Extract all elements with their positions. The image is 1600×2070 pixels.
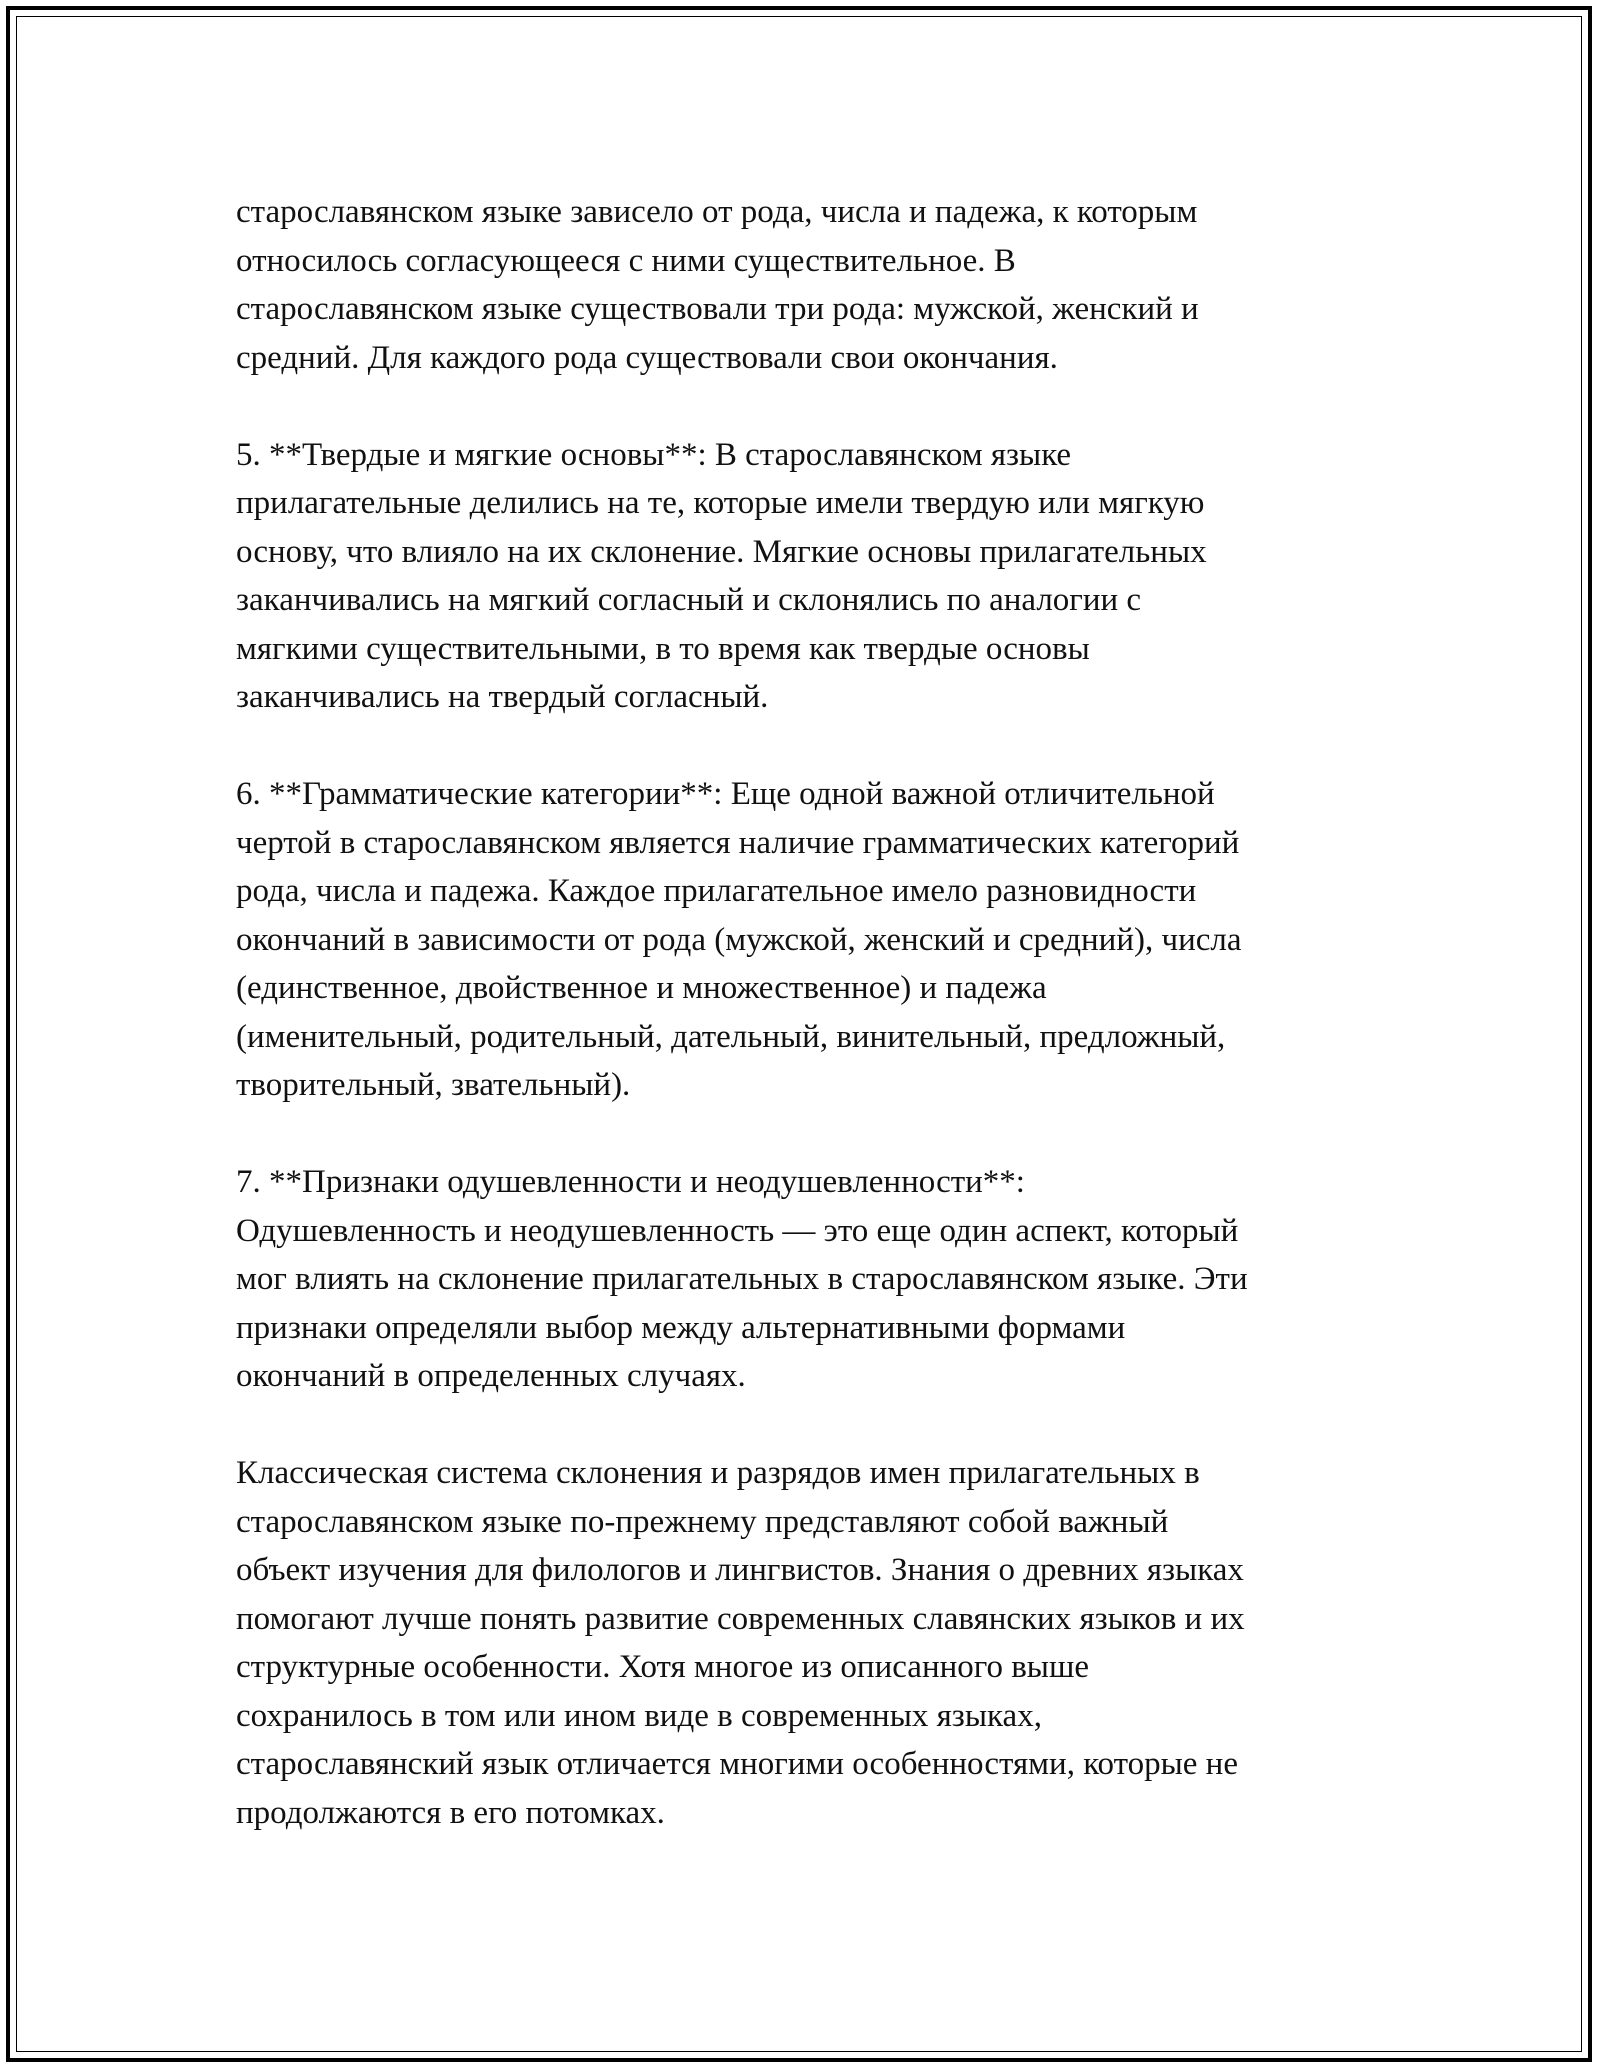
- text-line: старославянском языке зависело от рода, числа и падежа, к которым: [236, 194, 1198, 230]
- text-line: Одушевленность и неодушевленность — это еще один аспект, который: [236, 1212, 1239, 1249]
- text-line: старославянском языке существовали три рода: мужской, женский и: [236, 291, 1199, 327]
- text-line: (единственное, двойственное и множественное) и падежа: [236, 970, 1047, 1006]
- paragraph-animacy: [236, 1158, 1376, 1401]
- document-body: [236, 188, 1376, 1837]
- text-line: прилагательные делились на те, которые имели твердую или мягкую: [236, 485, 1205, 521]
- text-line: 7. **Признаки одушевленности и неодушевленности**:: [236, 1164, 1025, 1200]
- text-line: мог влиять на склонение прилагательных в старославянском языке. Эти: [236, 1261, 1248, 1297]
- text-line: признаки определяли выбор между альтернативными формами: [236, 1309, 1126, 1346]
- text-line: объект изучения для филологов и лингвистов. Знания о древних языках: [236, 1552, 1244, 1588]
- paragraph-hard-soft-stems: [236, 431, 1376, 722]
- text-line: мягкими существительными, в то время как твердые основы: [236, 630, 1090, 667]
- text-line: старославянский язык отличается многими особенностями, которые не: [236, 1746, 1238, 1782]
- text-line: структурные особенности. Хотя многое из описанного выше: [236, 1649, 1090, 1685]
- paragraph-conclusion: [236, 1449, 1376, 1837]
- text-line: рода, числа и падежа. Каждое прилагательное имело разновидности: [236, 873, 1197, 909]
- text-line: окончаний в определенных случаях.: [236, 1358, 746, 1394]
- paragraph-gender-agreement: [236, 188, 1376, 382]
- text-line: 6. **Грамматические категории**: Еще одной важной отличительной: [236, 776, 1215, 812]
- text-line: творительный, звательный).: [236, 1067, 631, 1103]
- text-line: (именительный, родительный, дательный, винительный, предложный,: [236, 1018, 1226, 1055]
- text-line: 5. **Твердые и мягкие основы**: В старославянском языке: [236, 436, 1072, 473]
- text-line: Классическая система склонения и разрядов имен прилагательных в: [236, 1455, 1200, 1491]
- text-line: продолжаются в его потомках.: [236, 1794, 665, 1831]
- text-line: заканчивались на твердый согласный.: [236, 679, 769, 715]
- text-line: окончаний в зависимости от рода (мужской, женский и средний), числа: [236, 921, 1242, 958]
- text-line: средний. Для каждого рода существовали свои окончания.: [236, 339, 1058, 376]
- text-line: чертой в старославянском является наличие грамматических категорий: [236, 824, 1240, 861]
- text-line: сохранилось в том или ином виде в современных языках,: [236, 1697, 1042, 1734]
- paragraph-grammatical-categories: [236, 770, 1376, 1110]
- text-line: заканчивались на мягкий согласный и склонялись по аналогии с: [236, 582, 1142, 618]
- text-line: помогают лучше понять развитие современных славянских языков и их: [236, 1600, 1245, 1637]
- text-line: относилось согласующееся с ними существительное. В: [236, 242, 1016, 279]
- text-line: основу, что влияло на их склонение. Мягкие основы прилагательных: [236, 533, 1207, 570]
- text-line: старославянском языке по-прежнему представляют собой важный: [236, 1503, 1169, 1540]
